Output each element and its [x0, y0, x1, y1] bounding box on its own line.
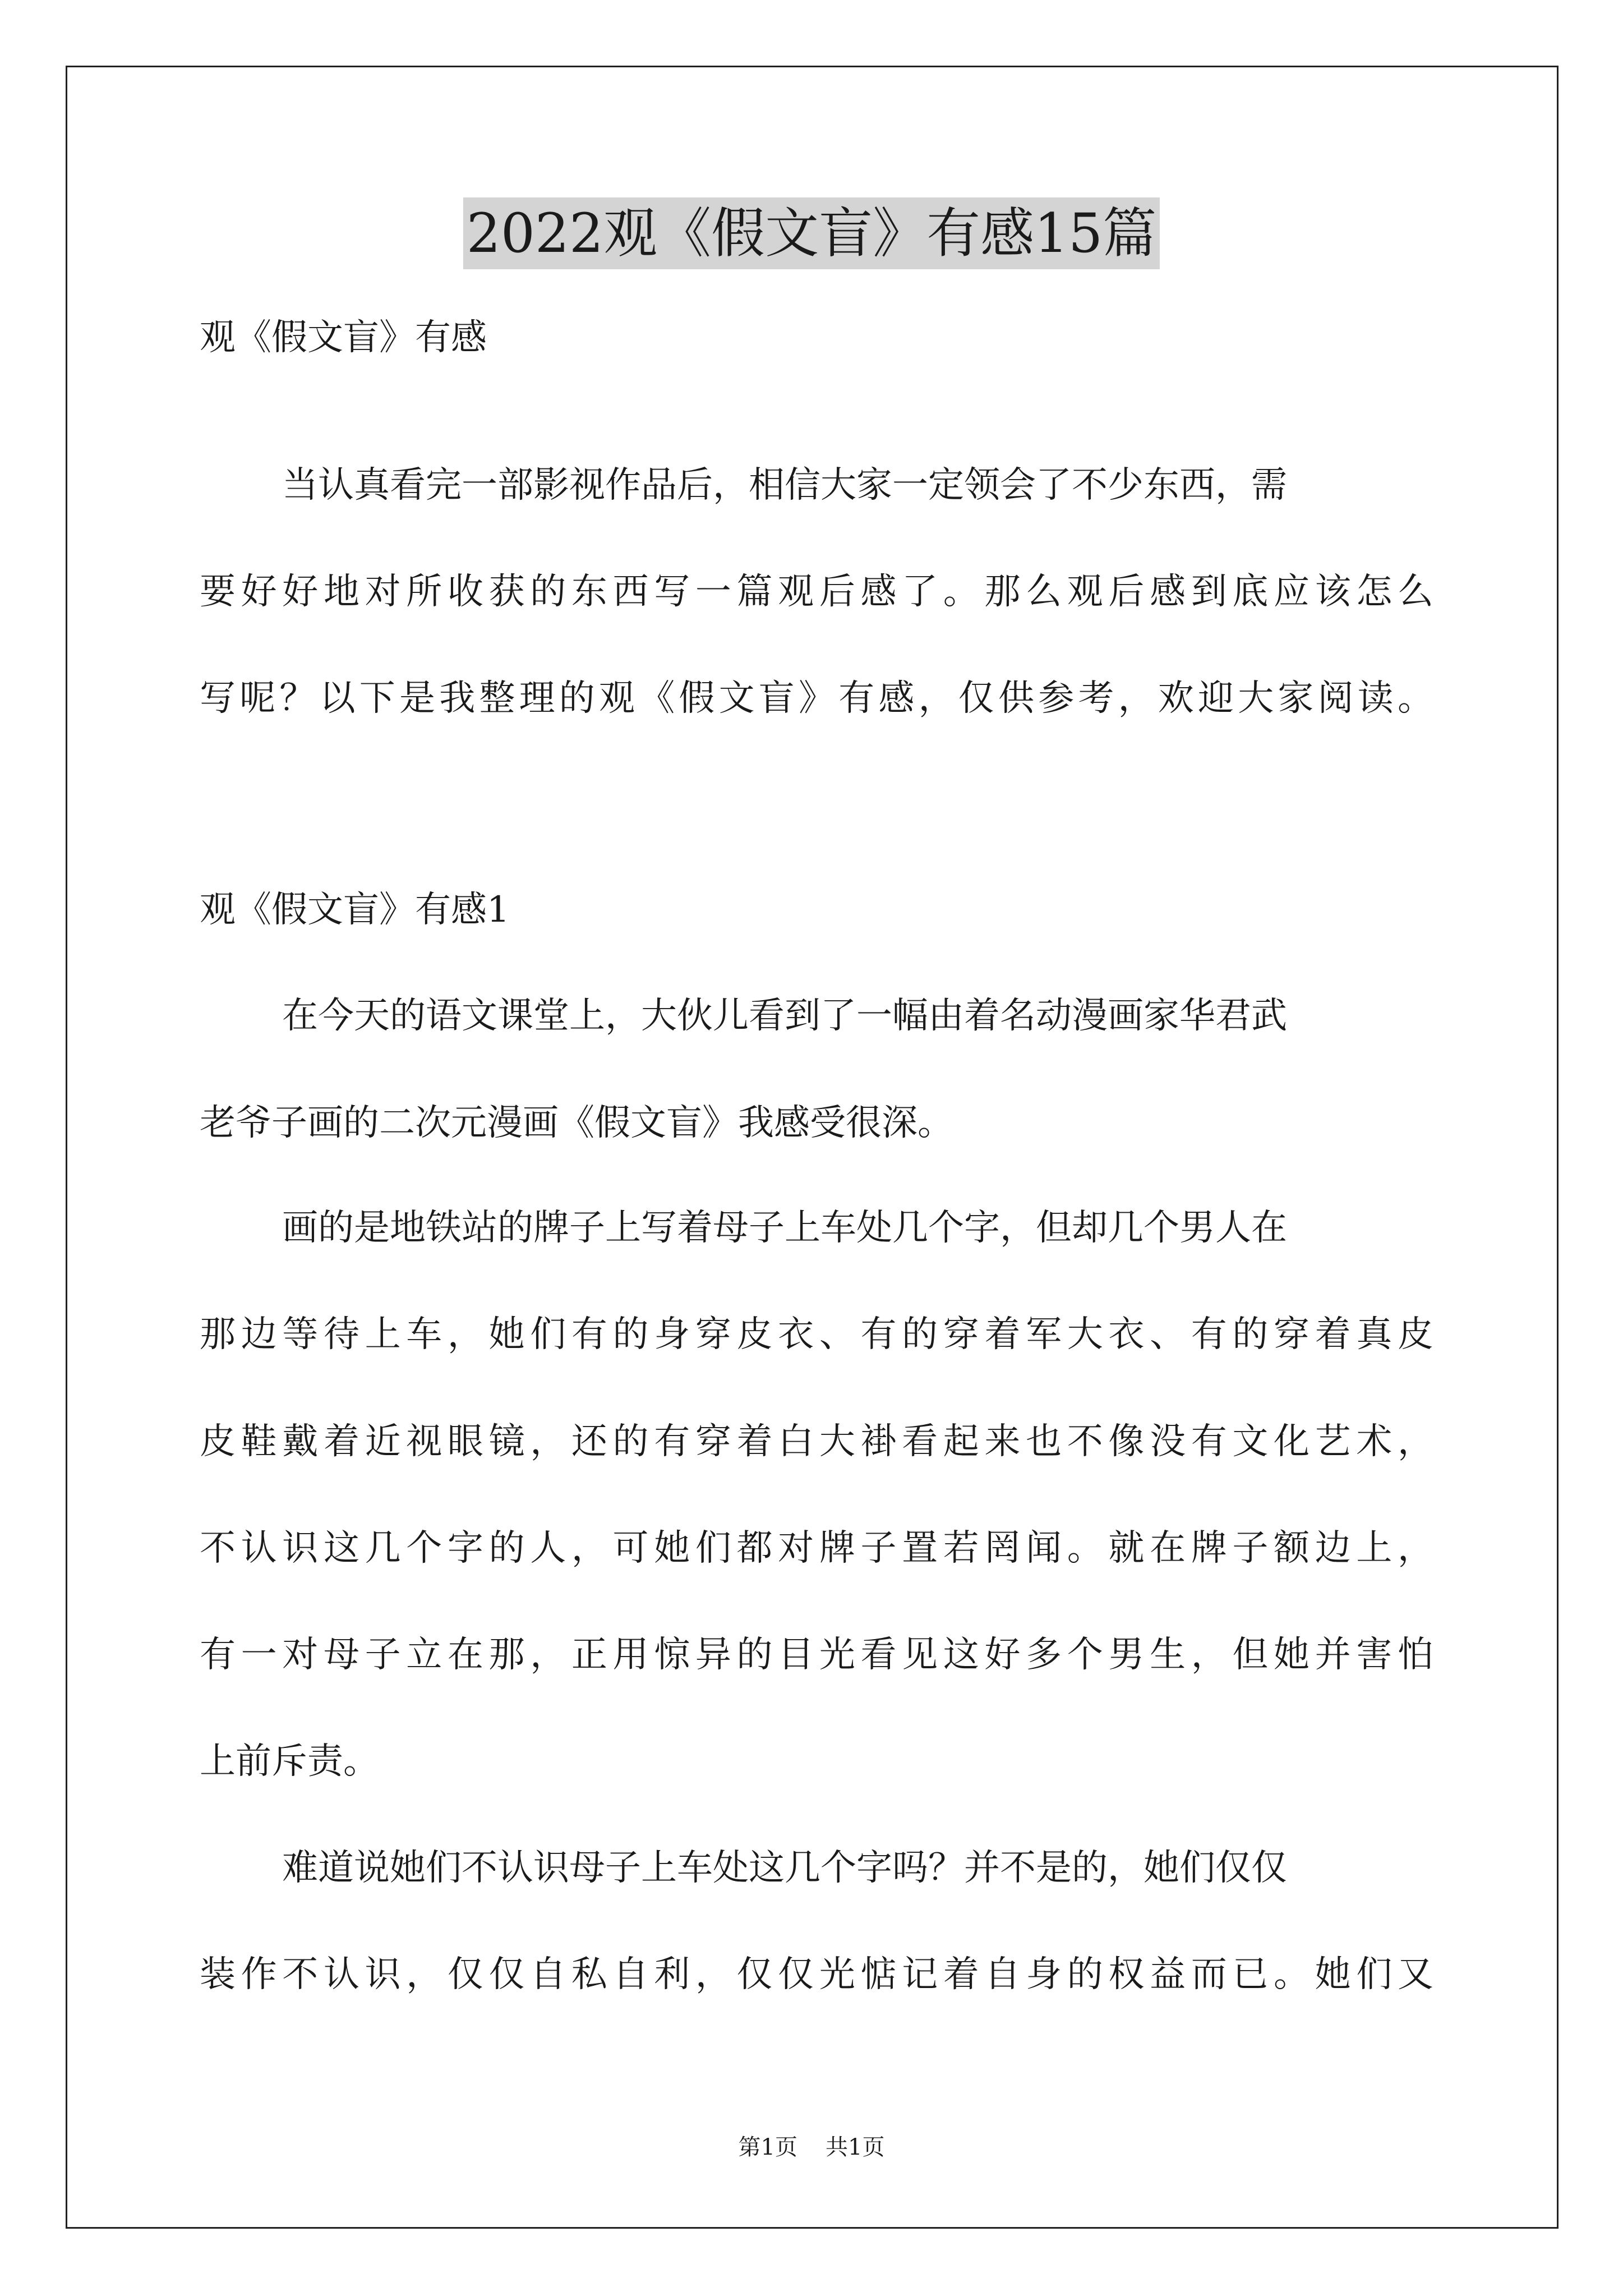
paragraph-line: 老爷子画的二次元漫画《假文盲》我感受很深。: [200, 1102, 953, 1144]
paragraph-line: 当认真看完一部影视作品后，相信大家一定领会了不少东西，需: [282, 464, 1287, 506]
paragraph-line: 难道说她们不认识母子上车处这几个字吗？并不是的，她们仅仅: [282, 1847, 1287, 1889]
paragraph-line: 那边等待上车，她们有的身穿皮衣、有的穿着军大衣、有的穿着真皮: [200, 1314, 1433, 1355]
paragraph-line: 皮鞋戴着近视眼镜，还的有穿着白大褂看起来也不像没有文化艺术，: [200, 1421, 1433, 1462]
paragraph-line: 在今天的语文课堂上，大伙儿看到了一幅由着名动漫画家华君武: [282, 995, 1287, 1037]
document-title: [0, 197, 1623, 269]
paragraph-line: 上前斥责。: [200, 1741, 379, 1782]
page-total: 共1页: [826, 2134, 885, 2160]
page-border: [66, 66, 1559, 2229]
page-footer: [0, 2132, 1623, 2163]
section-heading-intro: 观《假文盲》有感: [200, 317, 487, 358]
paragraph-line: 写呢？以下是我整理的观《假文盲》有感，仅供参考，欢迎大家阅读。: [200, 678, 1433, 719]
paragraph-line: 有一对母子立在那，正用惊异的目光看见这好多个男生，但她并害怕: [200, 1634, 1433, 1676]
document-title-text: 2022观《假文盲》有感15篇: [463, 197, 1160, 269]
paragraph-line: 画的是地铁站的牌子上写着母子上车处几个字，但却几个男人在: [282, 1207, 1287, 1249]
page-number: 第1页: [738, 2134, 797, 2160]
paragraph-line: 不认识这几个字的人，可她们都对牌子置若罔闻。就在牌子额边上，: [200, 1527, 1433, 1569]
section-heading-1: 观《假文盲》有感1: [200, 889, 510, 931]
paragraph-line: 装作不认识，仅仅自私自利，仅仅光惦记着自身的权益而已。她们又: [200, 1954, 1433, 1995]
paragraph-line: 要好好地对所收获的东西写一篇观后感了。那么观后感到底应该怎么: [200, 571, 1433, 613]
